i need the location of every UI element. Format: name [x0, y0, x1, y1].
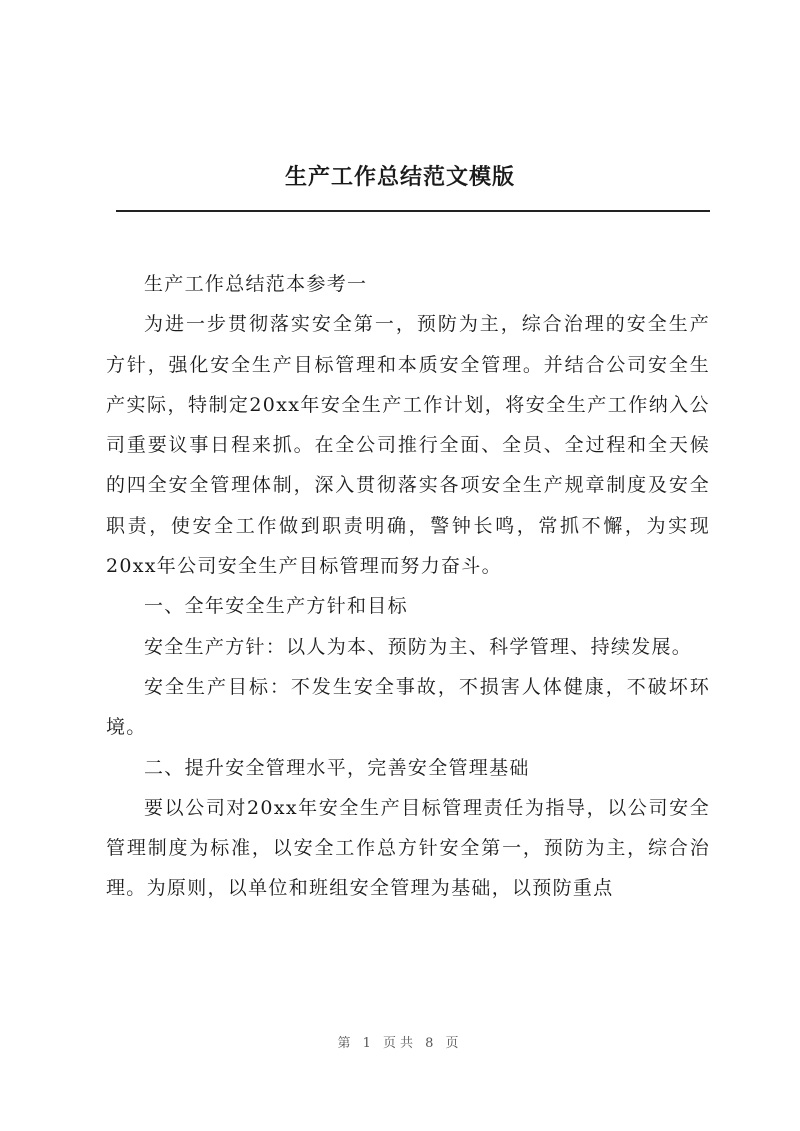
document-title: 生产工作总结范文模版: [284, 165, 515, 190]
paragraph: 安全生产目标：不发生安全事故，不损害人体健康，不破坏环境。: [106, 675, 710, 739]
section-heading: 二、提升安全管理水平，完善安全管理基础: [144, 756, 530, 779]
document-body: [106, 264, 710, 909]
paragraph: 为进一步贯彻落实安全第一，预防为主，综合治理的安全生产方针，强化安全生产目标管理和本质安全管理。并结合公司安全生产实际，特制定20xx年安全生产工作计划，将安全生产工作纳入公司重要议事日程来抓。在全公司推行全面、全员、全过程和全天候的四全安全管理体制，深入贯彻落实各项安全生产规章制度及安全职责，使安全工作做到职责明确，警钟长鸣，常抓不懈，为实现20xx年公司安全生产目标管理而努力奋斗。: [106, 313, 710, 578]
title-divider: [116, 210, 710, 212]
paragraph: 要以公司对20xx年安全生产目标管理责任为指导，以公司安全管理制度为标准，以安全工作总方针安全第一，预防为主，综合治理。为原则，以单位和班组安全管理为基础，以预防重点: [106, 796, 710, 900]
section-heading: 一、全年安全生产方针和目标: [144, 595, 408, 618]
section-heading: 生产工作总结范本参考一: [144, 273, 368, 295]
page-footer: 第 1 页共 8 页: [337, 1036, 463, 1051]
paragraph: 安全生产方针：以人为本、预防为主、科学管理、持续发展。: [144, 635, 693, 658]
